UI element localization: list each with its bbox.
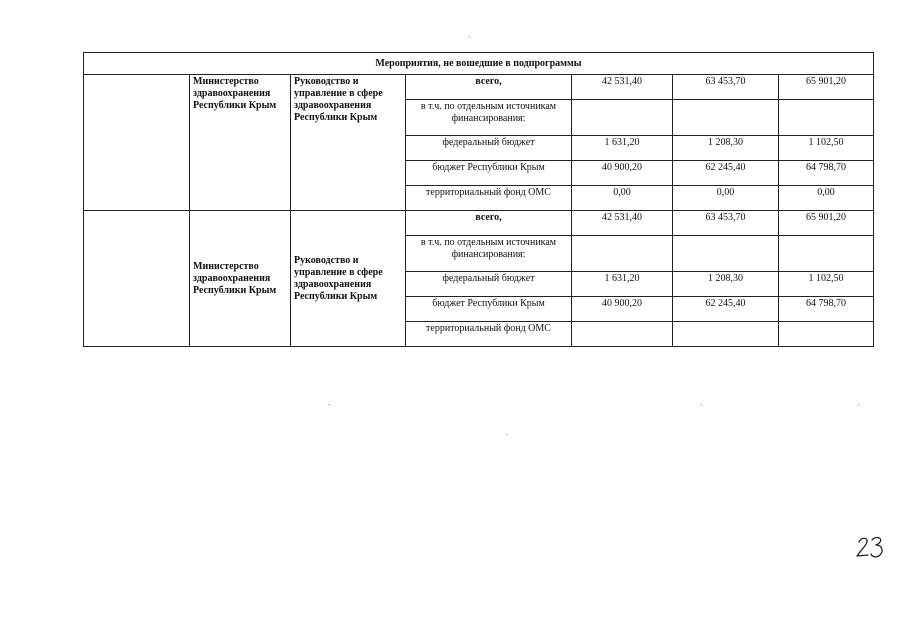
value-cell: 1 208,30 <box>673 272 779 297</box>
value-cell: 65 901,20 <box>779 75 874 100</box>
value-cell: 0,00 <box>572 186 673 211</box>
value-cell: 1 631,20 <box>572 272 673 297</box>
value-cell: 62 245,40 <box>673 161 779 186</box>
activity-cell: Руководство и управление в сфере здравоохранения Республики Крым <box>291 75 406 211</box>
value-cell: 42 531,40 <box>572 75 673 100</box>
value-cell <box>572 236 673 272</box>
value-cell: 1 102,50 <box>779 272 874 297</box>
value-cell <box>673 322 779 347</box>
value-cell: 63 453,70 <box>673 211 779 236</box>
row-label: территориальный фонд ОМС <box>406 186 572 211</box>
row-label: федеральный бюджет <box>406 272 572 297</box>
value-cell <box>779 236 874 272</box>
financing-table <box>83 52 874 347</box>
activity-cell: Руководство и управление в сфере здравоохранения Республики Крым <box>291 211 406 347</box>
org-cell: Министерство здравоохранения Республики Крым <box>190 75 291 211</box>
value-cell <box>779 322 874 347</box>
row-label: федеральный бюджет <box>406 136 572 161</box>
table-row <box>84 75 874 100</box>
scan-speck <box>468 36 470 37</box>
value-cell: 0,00 <box>779 186 874 211</box>
value-cell: 1 208,30 <box>673 136 779 161</box>
scan-speck <box>328 404 330 405</box>
value-cell <box>673 236 779 272</box>
scan-speck <box>506 434 508 435</box>
value-cell: 64 798,70 <box>779 297 874 322</box>
value-cell: 63 453,70 <box>673 75 779 100</box>
scan-speck <box>858 404 860 405</box>
scan-speck <box>700 404 702 405</box>
row-label: всего, <box>406 75 572 100</box>
value-cell <box>572 322 673 347</box>
value-cell: 0,00 <box>673 186 779 211</box>
row-label: в т.ч. по отдельным источникам финансирования: <box>406 100 572 136</box>
value-cell: 1 102,50 <box>779 136 874 161</box>
value-cell: 1 631,20 <box>572 136 673 161</box>
row-label: бюджет Республики Крым <box>406 297 572 322</box>
value-cell: 40 900,20 <box>572 161 673 186</box>
row-label: территориальный фонд ОМС <box>406 322 572 347</box>
org-cell: Министерство здравоохранения Республики Крым <box>190 211 291 347</box>
value-cell: 64 798,70 <box>779 161 874 186</box>
row-label: всего, <box>406 211 572 236</box>
table-header: Мероприятия, не вошедшие в подпрограммы <box>84 53 874 75</box>
row-label: в т.ч. по отдельным источникам финансирования: <box>406 236 572 272</box>
value-cell: 65 901,20 <box>779 211 874 236</box>
empty-cell <box>84 75 190 211</box>
row-label: бюджет Республики Крым <box>406 161 572 186</box>
empty-cell <box>84 211 190 347</box>
value-cell: 62 245,40 <box>673 297 779 322</box>
table-row <box>84 211 874 236</box>
value-cell: 42 531,40 <box>572 211 673 236</box>
handwritten-page-number <box>855 534 887 560</box>
value-cell <box>673 100 779 136</box>
value-cell <box>779 100 874 136</box>
value-cell <box>572 100 673 136</box>
value-cell: 40 900,20 <box>572 297 673 322</box>
